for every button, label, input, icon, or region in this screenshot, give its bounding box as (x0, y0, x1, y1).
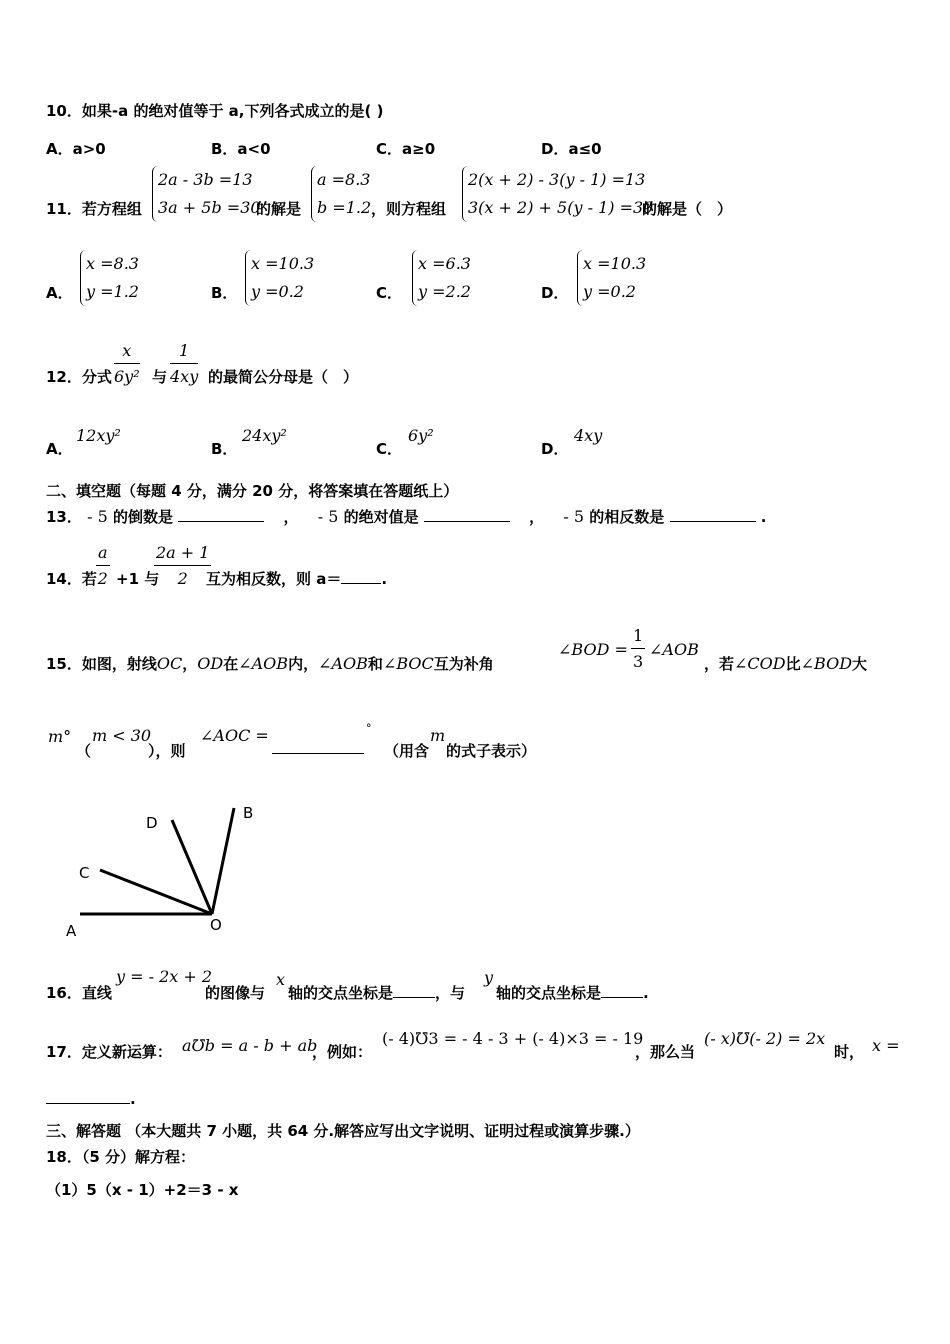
q15-comma: ， (182, 655, 198, 673)
q12-option-c-expr: 6y² (408, 426, 434, 445)
q17-answer-line (46, 1090, 136, 1108)
q18-stem: 18．（5 分）解方程： (46, 1148, 196, 1166)
q14-lead: 14．若 (46, 570, 97, 588)
q15-line-1 (46, 653, 494, 674)
q15-cond-open: （ (76, 742, 92, 760)
q15-m-deg: m° (48, 727, 72, 746)
q11-option-d-row-2: y =0.2 (583, 282, 636, 301)
q13-sep-1: ， (283, 508, 299, 526)
q15-aob-3: ∠AOB (649, 640, 699, 659)
q16-expr: y = - 2x + 2 (116, 967, 213, 986)
q14-tail-line (206, 568, 387, 589)
q17-def: a℧b = a - b + ab (182, 1036, 318, 1055)
q16-line-2 (288, 982, 465, 1003)
q14-fraction-2 (154, 543, 211, 588)
q11-option-a-row-2: y =1.2 (86, 282, 139, 301)
q15-bi: 比 (785, 655, 801, 673)
q12-option-a-expr: 12xy² (76, 426, 121, 445)
q12-option-b-expr: 24xy² (242, 426, 287, 445)
q12-fraction-1-denominator: 6y² (114, 367, 140, 386)
q13-text-3: 的相反数是 (589, 508, 665, 526)
q11-mid-2: ，则方程组 (371, 200, 447, 218)
section-2-heading: 二、填空题（每题 4 分，满分 20 分，将答案填在答题纸上） (46, 482, 459, 500)
q11-option-a (80, 250, 139, 306)
q15-da: 大 (852, 655, 868, 673)
q15-aob-2: ∠AOB (318, 654, 368, 673)
angle-figure (60, 798, 270, 948)
q11-option-c-label: C． (376, 284, 403, 302)
q17-cond: (- x)℧(- 2) = 2x (704, 1029, 826, 1048)
q11-option-b-row-2: y =0.2 (251, 282, 304, 301)
label-o: O (210, 916, 222, 934)
q11-option-d-row-1: x =10.3 (583, 254, 647, 273)
q11-system-1 (152, 166, 261, 222)
label-a: A (66, 922, 77, 940)
q16-text-4: 轴的交点坐标是 (496, 984, 602, 1002)
q16-end: . (643, 984, 649, 1002)
q17-text-1: ，例如： (312, 1043, 373, 1061)
q17-blank[interactable] (46, 1103, 130, 1104)
q16-text-3: ，与 (435, 984, 466, 1002)
q10-option-a: A．a>0 (46, 140, 106, 158)
q15-nei: 内， (288, 655, 319, 673)
q17-lead: 17．定义新运算： (46, 1043, 172, 1061)
q15-bod-eq: ∠BOD = (558, 640, 628, 659)
q12-option-b-label: B． (211, 440, 238, 458)
q11-solution-1-row-2: b =1.2 (317, 198, 372, 217)
q10-stem: 10．如果-a 的绝对值等于 a,下列各式成立的是( ) (46, 102, 384, 120)
q16-y: y (484, 968, 494, 987)
q14-fraction-1 (96, 543, 110, 588)
q12-option-c-label: C． (376, 440, 403, 458)
q17-text-2: ，那么当 (635, 1043, 696, 1061)
q11-option-b-row-1: x =10.3 (251, 254, 315, 273)
q15-hint-2: 的式子表示） (446, 742, 537, 760)
q15-lead: 15．如图，射线 (46, 655, 157, 673)
q15-one-third (631, 626, 645, 671)
q16-text-1: 的图像与 (205, 984, 266, 1002)
q12-tail: 的最简公分母是（ ） (208, 368, 359, 386)
q11-option-c-row-2: y =2.2 (418, 282, 471, 301)
q13-end: . (760, 508, 767, 526)
q14-fraction-2-numerator: 2a + 1 (154, 543, 211, 566)
q13-text-2: 的绝对值是 (343, 508, 419, 526)
q16-text-2: 轴的交点坐标是 (288, 984, 394, 1002)
q14-mid: +1 与 (116, 570, 160, 588)
label-c: C (79, 864, 90, 882)
q15-supp: 互为补角 (433, 655, 494, 673)
q14-fraction-2-denominator: 2 (177, 569, 188, 588)
q12-option-d-expr: 4xy (574, 426, 603, 445)
q13-line (46, 509, 766, 525)
q11-option-c-row-1: x =6.3 (418, 254, 471, 273)
q11-system-1-row-1: 2a - 3b =13 (158, 170, 253, 189)
q16-line (205, 982, 265, 1003)
q11-option-b (245, 250, 314, 306)
q11-option-d (577, 250, 646, 306)
q17-text-3: 时， (834, 1043, 865, 1061)
q17-end: . (130, 1090, 136, 1108)
q16-blank-1[interactable] (393, 997, 435, 998)
q18-part-1: （1）5（x - 1）+2＝3 - x (46, 1181, 239, 1199)
q11-system-2-row-1: 2(x + 2) - 3(y - 1) =13 (468, 170, 646, 189)
q11-solution-1-row-1: a =8.3 (317, 170, 371, 189)
q15-cond: m < 30 (92, 726, 152, 745)
q13-number: 13． (46, 508, 82, 526)
q13-neg5-3: - 5 (563, 507, 585, 526)
section-3-heading: 三、解答题 （本大题共 7 小题，共 64 分.解答应写出文字说明、证明过程或演算步骤.） (46, 1122, 640, 1140)
q16-blank-2[interactable] (601, 997, 643, 998)
q10-option-d: D．a≤0 (541, 140, 602, 158)
q12-fraction-2 (170, 341, 198, 386)
q12-mid: 与 (152, 368, 168, 386)
q10-option-b: B．a<0 (211, 140, 271, 158)
q15-bod: ∠BOD (800, 654, 853, 673)
q15-if: ，若 (704, 655, 735, 673)
q10-option-c: C．a≥0 (376, 140, 436, 158)
q11-option-a-label: A． (46, 284, 73, 302)
q15-m: m (430, 726, 446, 745)
q11-system-2-row-2: 3(x + 2) + 5(y - 1) =30 (468, 198, 654, 217)
q13-neg5-2: - 5 (317, 507, 339, 526)
q14-blank[interactable] (341, 583, 381, 584)
q12-fraction-1-numerator: x (114, 341, 140, 364)
q12-fraction-2-denominator: 4xy (170, 367, 199, 386)
ray-ob (212, 808, 234, 914)
q16-line-3 (496, 982, 649, 1003)
q17-example: (- 4)℧3 = - 4 - 3 + (- 4)×3 = - 19 (382, 1029, 644, 1048)
q12-fraction-1 (114, 341, 140, 386)
q15-aoc: ∠AOC = (200, 726, 269, 745)
q13-sep-2: ， (529, 508, 545, 526)
q15-blank[interactable] (272, 733, 364, 754)
q15-cod: ∠COD (734, 654, 786, 673)
q16-x: x (276, 970, 286, 989)
q11-system-2 (462, 166, 653, 222)
q12-option-d-label: D． (541, 440, 569, 458)
q11-mid-1: 的解是 (256, 200, 302, 218)
q15-in: 在 (223, 655, 239, 673)
q13-blank-1[interactable] (178, 521, 264, 522)
q15-cond-close: ），则 (148, 742, 186, 760)
q11-lead: 11．若方程组 (46, 200, 142, 218)
q11-option-d-label: D． (541, 284, 569, 302)
q13-blank-2[interactable] (424, 521, 510, 522)
q15-hint: （用含 (384, 742, 430, 760)
q14-tail: 互为相反数，则 a＝ (206, 570, 342, 588)
q11-tail: 的解是（ ） (642, 200, 733, 218)
q11-option-c (412, 250, 471, 306)
q14-end: . (381, 570, 388, 588)
label-b: B (243, 804, 254, 822)
label-d: D (146, 814, 158, 832)
q11-solution-1 (311, 166, 371, 222)
q11-option-a-row-1: x =8.3 (86, 254, 139, 273)
q14-fraction-1-numerator: a (96, 543, 110, 566)
q15-line-1-tail (704, 653, 867, 674)
q15-and: 和 (367, 655, 383, 673)
q15-oc: OC (156, 654, 183, 673)
q11-system-1-row-2: 3a + 5b =30 (158, 198, 261, 217)
q15-one-third-numerator: 1 (631, 626, 645, 649)
q14-fraction-1-denominator: 2 (97, 569, 108, 588)
q15-deg: ° (366, 722, 372, 735)
q17-xeq: x = (872, 1036, 900, 1055)
q11-option-b-label: B． (211, 284, 238, 302)
q12-lead: 12．分式 (46, 368, 112, 386)
q12-option-a-label: A． (46, 440, 73, 458)
q13-text-1: 的倒数是 (113, 508, 174, 526)
q15-one-third-denominator: 3 (633, 652, 644, 671)
q13-neg5-1: - 5 (87, 507, 108, 526)
q15-boc: ∠BOC (382, 654, 434, 673)
q16-lead: 16．直线 (46, 984, 112, 1002)
q15-od: OD (197, 654, 224, 673)
q13-blank-3[interactable] (670, 521, 756, 522)
q15-aob: ∠AOB (238, 654, 289, 673)
q12-fraction-2-numerator: 1 (170, 341, 198, 364)
